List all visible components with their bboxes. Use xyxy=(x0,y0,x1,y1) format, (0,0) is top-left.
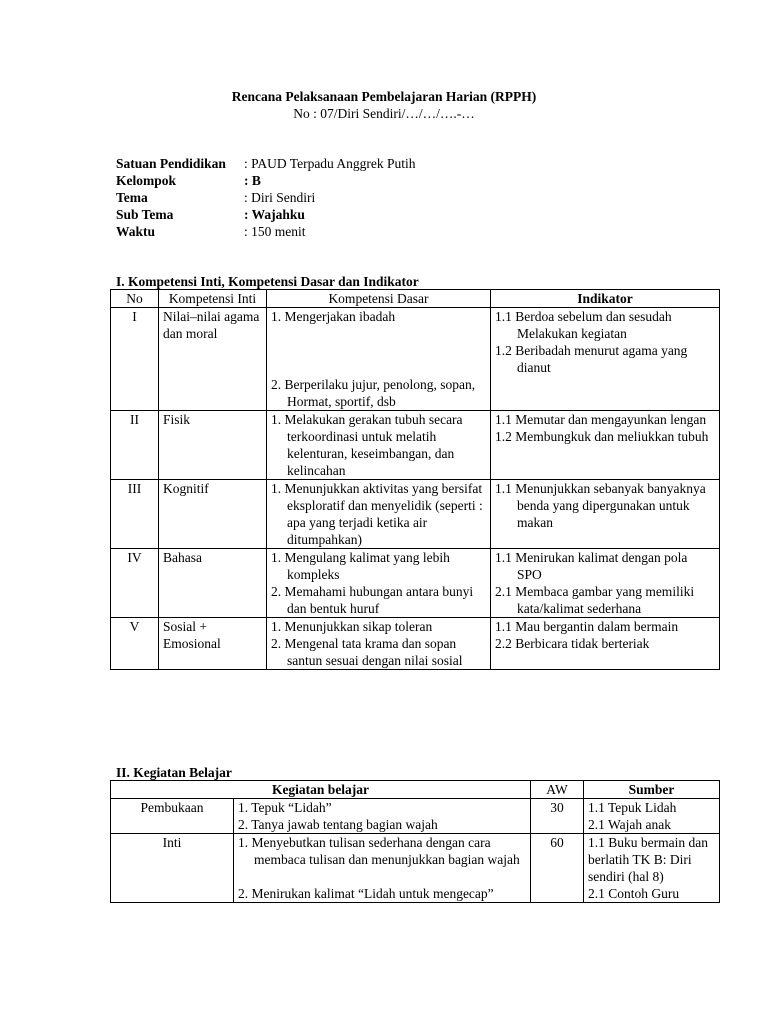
info-value: : B xyxy=(244,173,261,188)
info-label: Kelompok xyxy=(116,173,177,188)
info-row xyxy=(116,206,416,223)
section2-heading: II. Kegiatan Belajar xyxy=(116,765,232,780)
header-aw: AW xyxy=(531,781,584,799)
info-value: : 150 menit xyxy=(244,224,306,239)
row-aw: 30 xyxy=(531,799,584,834)
header-kd: Kompetensi Dasar xyxy=(267,290,491,308)
kd-item: 1. Mengerjakan ibadah xyxy=(271,309,396,324)
table-header-row xyxy=(111,781,720,799)
document-number: No : 07/Diri Sendiri/…/…/….-… xyxy=(293,106,475,121)
info-value: : PAUD Terpadu Anggrek Putih xyxy=(244,156,416,171)
row-indikator xyxy=(491,618,720,670)
kd-item: 1. Melakukan gerakan tubuh secara terkoordinasi untuk melatih kelenturan, keseimbangan, dan kelincahan xyxy=(271,412,463,478)
row-no: I xyxy=(111,308,159,411)
row-phase: Pembukaan xyxy=(111,799,234,834)
row-indikator xyxy=(491,308,720,411)
row-kd xyxy=(267,480,491,549)
activity-item: 1. Menyebutkan tulisan sederhana dengan cara membaca tulisan dan menunjukkan bagian wajah xyxy=(238,835,520,867)
info-row xyxy=(116,223,416,240)
info-label: Waktu xyxy=(116,224,156,239)
indikator-item: 1.2 Beribadah menurut agama yang dianut xyxy=(495,343,688,375)
row-indikator xyxy=(491,549,720,618)
row-indikator xyxy=(491,411,720,480)
section1-heading: I. Kompetensi Inti, Kompetensi Dasar dan Indikator xyxy=(116,274,419,289)
sumber-item: 1.1 Tepuk Lidah xyxy=(588,800,677,815)
row-ki: Nilai–nilai agama dan moral xyxy=(159,308,267,411)
header-no: No xyxy=(111,290,159,308)
header-kegiatan: Kegiatan belajar xyxy=(111,781,531,799)
row-items xyxy=(234,799,531,834)
row-no: III xyxy=(111,480,159,549)
row-no: V xyxy=(111,618,159,670)
activity-table xyxy=(110,780,720,903)
row-indikator xyxy=(491,480,720,549)
info-label: Sub Tema xyxy=(116,207,174,222)
header-ki: Kompetensi Inti xyxy=(159,290,267,308)
kd-item: 1. Mengulang kalimat yang lebih kompleks xyxy=(271,550,450,582)
row-ki: Kognitif xyxy=(159,480,267,549)
activity-item: 2. Tanya jawab tentang bagian wajah xyxy=(238,817,438,832)
row-ki: Bahasa xyxy=(159,549,267,618)
kd-item: 2. Mengenal tata krama dan sopan santun sesuai dengan nilai sosial xyxy=(271,636,463,668)
info-label: Tema xyxy=(116,190,148,205)
indikator-item: 2.2 Berbicara tidak berteriak xyxy=(495,636,650,651)
info-row xyxy=(116,189,416,206)
table-row xyxy=(111,549,720,618)
kd-item: 2. Berperilaku jujur, penolong, sopan, Hormat, sportif, dsb xyxy=(271,377,476,409)
row-no: II xyxy=(111,411,159,480)
competency-table xyxy=(110,289,720,670)
header-indikator: Indikator xyxy=(491,290,720,308)
info-block xyxy=(116,155,416,240)
info-row xyxy=(116,155,416,172)
row-kd xyxy=(267,308,491,411)
table-row xyxy=(111,834,720,903)
document-title: Rencana Pelaksanaan Pembelajaran Harian (RPPH) xyxy=(231,89,537,104)
row-kd xyxy=(267,411,491,480)
activity-item: 2. Menirukan kalimat “Lidah untuk mengecap” xyxy=(238,886,494,901)
kd-item: 1. Menunjukkan sikap toleran xyxy=(271,619,433,634)
row-ki: Sosial + Emosional xyxy=(159,618,267,670)
table-header-row xyxy=(111,290,720,308)
indikator-item: 1.2 Membungkuk dan meliukkan tubuh xyxy=(495,429,709,444)
table-row xyxy=(111,480,720,549)
header-sumber: Sumber xyxy=(584,781,720,799)
table-row xyxy=(111,308,720,411)
indikator-item: 1.1 Berdoa sebelum dan sesudah Melakukan kegiatan xyxy=(495,309,672,341)
indikator-item: 1.1 Mau bergantin dalam bermain xyxy=(495,619,679,634)
row-no: IV xyxy=(111,549,159,618)
info-row xyxy=(116,172,416,189)
info-value: : Diri Sendiri xyxy=(244,190,316,205)
indikator-item: 1.1 Memutar dan mengayunkan lengan xyxy=(495,412,707,427)
row-aw: 60 xyxy=(531,834,584,903)
info-value: : Wajahku xyxy=(244,207,305,222)
table-row xyxy=(111,799,720,834)
row-items xyxy=(234,834,531,903)
row-ki: Fisik xyxy=(159,411,267,480)
info-label: Satuan Pendidikan xyxy=(116,156,226,171)
row-kd xyxy=(267,549,491,618)
row-sumber xyxy=(584,799,720,834)
kd-item: 2. Memahami hubungan antara bunyi dan bentuk huruf xyxy=(271,584,474,616)
row-kd xyxy=(267,618,491,670)
kd-item: 1. Menunjukkan aktivitas yang bersifat eksploratif dan menyelidik (seperti : apa yang terjadi ketika air ditumpahkan) xyxy=(271,481,483,547)
indikator-item: 1.1 Menirukan kalimat dengan pola SPO xyxy=(495,550,688,582)
sumber-item: 2.1 Contoh Guru xyxy=(588,886,680,901)
activity-item: 1. Tepuk “Lidah” xyxy=(238,800,332,815)
sumber-item: 2.1 Wajah anak xyxy=(588,817,672,832)
indikator-item: 2.1 Membaca gambar yang memiliki kata/kalimat sederhana xyxy=(495,584,695,616)
sumber-item: 1.1 Buku bermain dan berlatih TK B: Diri sendiri (hal 8) xyxy=(588,835,708,884)
row-phase: Inti xyxy=(111,834,234,903)
indikator-item: 1.1 Menunjukkan sebanyak banyaknya benda yang dipergunakan untuk makan xyxy=(495,481,706,530)
table-row xyxy=(111,411,720,480)
row-sumber xyxy=(584,834,720,903)
table-row xyxy=(111,618,720,670)
